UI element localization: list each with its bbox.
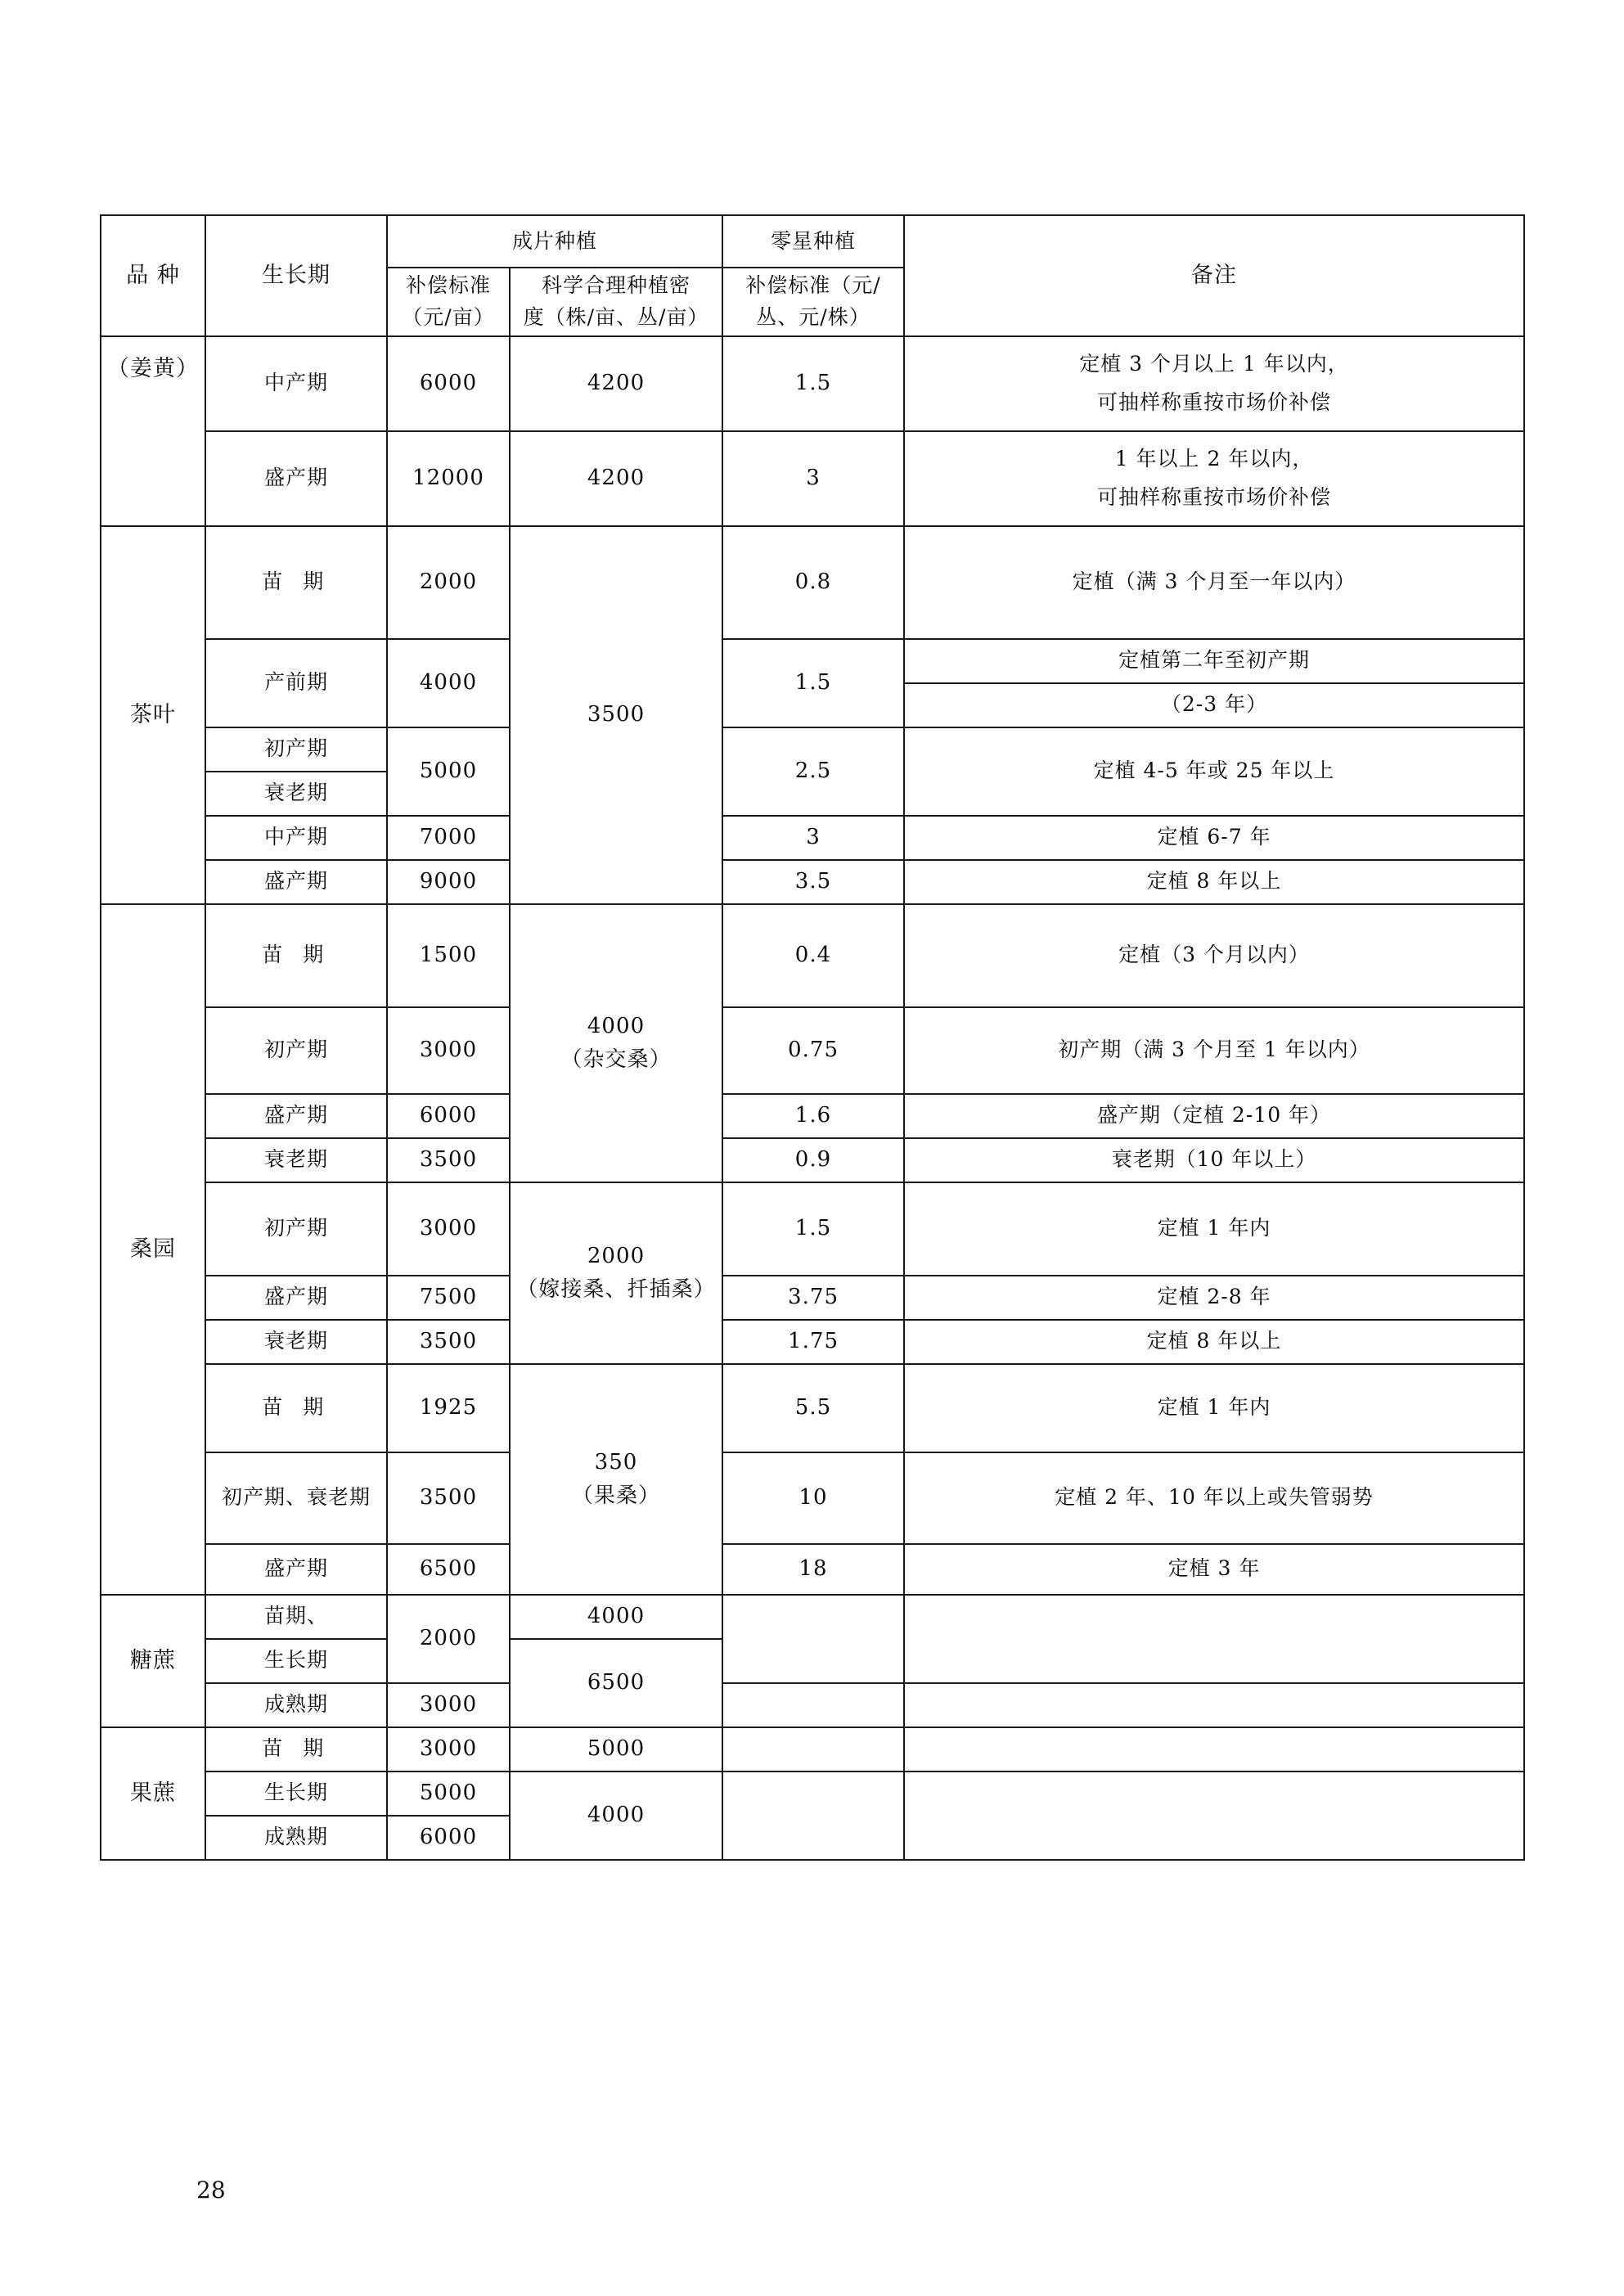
density-value: 350 bbox=[594, 1450, 638, 1475]
planting-density-cell: 5000 bbox=[510, 1727, 722, 1772]
table-row bbox=[101, 904, 1524, 1007]
header-planting-density bbox=[510, 268, 722, 336]
planting-density-cell-group bbox=[510, 1364, 722, 1595]
remark-cell bbox=[904, 336, 1524, 431]
table-row bbox=[101, 1276, 1524, 1320]
scattered-standard-cell bbox=[722, 1683, 904, 1727]
stage-cell: 盛产期 bbox=[205, 431, 387, 526]
header-growth-stage: 生长期 bbox=[205, 215, 387, 336]
density-value: 4000 bbox=[587, 1014, 646, 1039]
remark-cell-line-1: 定植第二年至初产期 bbox=[904, 639, 1524, 683]
variety-label-tea: 茶叶 bbox=[101, 526, 205, 904]
remark-cell: 定植 4-5 年或 25 年以上 bbox=[904, 727, 1524, 816]
stage-cell: 中产期 bbox=[205, 336, 387, 431]
scattered-standard-cell bbox=[722, 1595, 904, 1683]
planting-density-cell: 4200 bbox=[510, 431, 722, 526]
stage-cell: 中产期 bbox=[205, 816, 387, 860]
scattered-standard-cell: 3.75 bbox=[722, 1276, 904, 1320]
remark-cell: 定植 6-7 年 bbox=[904, 816, 1524, 860]
header-compensation-standard-block bbox=[387, 268, 510, 336]
remark-cell: 初产期（满 3 个月至 1 年以内） bbox=[904, 1007, 1524, 1094]
header-comp-std-scattered-line1: 补偿标准（元/ bbox=[745, 273, 881, 297]
remark-cell: 定植 8 年以上 bbox=[904, 860, 1524, 904]
table-row bbox=[101, 816, 1524, 860]
compensation-standard-cell: 5000 bbox=[387, 727, 510, 816]
planting-density-cell: 6500 bbox=[510, 1639, 722, 1727]
scattered-standard-cell: 0.4 bbox=[722, 904, 904, 1007]
stage-cell: 初产期 bbox=[205, 1182, 387, 1276]
remark-cell-line-2: （2-3 年） bbox=[904, 683, 1524, 727]
remark-cell: 定植 1 年内 bbox=[904, 1182, 1524, 1276]
compensation-standard-cell: 3500 bbox=[387, 1138, 510, 1182]
density-note: （杂交桑） bbox=[560, 1047, 672, 1072]
stage-cell: 生长期 bbox=[205, 1639, 387, 1683]
table-row bbox=[101, 1364, 1524, 1452]
compensation-standard-cell: 2000 bbox=[387, 1595, 510, 1683]
table-row bbox=[101, 860, 1524, 904]
table-row bbox=[101, 639, 1524, 683]
stage-cell: 苗 期 bbox=[205, 904, 387, 1007]
compensation-standard-cell: 3000 bbox=[387, 1727, 510, 1772]
scattered-standard-cell: 3 bbox=[722, 431, 904, 526]
scattered-standard-cell: 1.6 bbox=[722, 1094, 904, 1138]
compensation-standard-cell: 6000 bbox=[387, 1816, 510, 1860]
variety-label-jianghuang: （姜黄） bbox=[101, 336, 205, 526]
scattered-standard-cell: 10 bbox=[722, 1452, 904, 1544]
table-row bbox=[101, 1727, 1524, 1772]
remark-cell: 定植 3 年 bbox=[904, 1544, 1524, 1595]
remark-cell bbox=[904, 431, 1524, 526]
table-header-row-top bbox=[101, 215, 1524, 268]
scattered-standard-cell: 1.5 bbox=[722, 639, 904, 727]
header-planting-density-line1: 科学合理种植密 bbox=[542, 273, 691, 297]
header-group-scattered-planting: 零星种植 bbox=[722, 215, 904, 268]
compensation-standard-cell: 3500 bbox=[387, 1452, 510, 1544]
table-row bbox=[101, 1182, 1524, 1276]
compensation-standard-cell: 1925 bbox=[387, 1364, 510, 1452]
remark-cell bbox=[904, 1772, 1524, 1860]
scattered-standard-cell: 2.5 bbox=[722, 727, 904, 816]
remark-cell: 定植（3 个月以内） bbox=[904, 904, 1524, 1007]
compensation-table-wrapper bbox=[100, 214, 1523, 1861]
remark-cell: 衰老期（10 年以上） bbox=[904, 1138, 1524, 1182]
stage-cell: 产前期 bbox=[205, 639, 387, 727]
header-group-block-planting: 成片种植 bbox=[387, 215, 722, 268]
compensation-standard-cell: 6000 bbox=[387, 336, 510, 431]
header-remark: 备注 bbox=[904, 215, 1524, 336]
stage-cell: 初产期 bbox=[205, 1007, 387, 1094]
compensation-standard-cell: 5000 bbox=[387, 1772, 510, 1816]
stage-cell: 成熟期 bbox=[205, 1816, 387, 1860]
table-row bbox=[101, 431, 1524, 526]
table-row bbox=[101, 1452, 1524, 1544]
stage-cell: 衰老期 bbox=[205, 772, 387, 816]
table-row bbox=[101, 1138, 1524, 1182]
compensation-standard-cell: 7500 bbox=[387, 1276, 510, 1320]
planting-density-cell: 4000 bbox=[510, 1595, 722, 1639]
header-comp-std-block-line2: （元/亩） bbox=[402, 304, 495, 329]
stage-cell: 盛产期 bbox=[205, 1544, 387, 1595]
compensation-standard-cell: 3000 bbox=[387, 1683, 510, 1727]
remark-cell: 定植 1 年内 bbox=[904, 1364, 1524, 1452]
stage-cell: 盛产期 bbox=[205, 1094, 387, 1138]
compensation-standard-cell: 3000 bbox=[387, 1007, 510, 1094]
table-row bbox=[101, 1007, 1524, 1094]
table-row bbox=[101, 1320, 1524, 1364]
stage-cell: 盛产期 bbox=[205, 860, 387, 904]
stage-cell: 盛产期 bbox=[205, 1276, 387, 1320]
planting-density-cell: 4200 bbox=[510, 336, 722, 431]
scattered-standard-cell: 3 bbox=[722, 816, 904, 860]
page-number: 28 bbox=[196, 2177, 226, 2204]
scattered-standard-cell: 1.5 bbox=[722, 1182, 904, 1276]
stage-cell: 衰老期 bbox=[205, 1320, 387, 1364]
stage-cell: 衰老期 bbox=[205, 1138, 387, 1182]
remark-line-1: 1 年以上 2 年以内， bbox=[1114, 447, 1314, 471]
remark-cell: 定植 2 年、10 年以上或失管弱势 bbox=[904, 1452, 1524, 1544]
header-planting-density-line2: 度（株/亩、丛/亩） bbox=[523, 304, 709, 329]
stage-cell: 苗期、 bbox=[205, 1595, 387, 1639]
stage-cell: 苗 期 bbox=[205, 1727, 387, 1772]
compensation-standard-cell: 2000 bbox=[387, 526, 510, 639]
compensation-standard-cell: 1500 bbox=[387, 904, 510, 1007]
stage-cell: 初产期 bbox=[205, 727, 387, 772]
table-row bbox=[101, 526, 1524, 639]
table-row bbox=[101, 1595, 1524, 1639]
table-row bbox=[101, 1683, 1524, 1727]
compensation-standard-cell: 9000 bbox=[387, 860, 510, 904]
remark-cell bbox=[904, 1683, 1524, 1727]
scattered-standard-cell: 1.5 bbox=[722, 336, 904, 431]
remark-cell bbox=[904, 1595, 1524, 1683]
scattered-standard-cell: 18 bbox=[722, 1544, 904, 1595]
variety-label-sugarcane: 糖蔗 bbox=[101, 1595, 205, 1727]
table-row bbox=[101, 727, 1524, 772]
remark-cell: 盛产期（定植 2-10 年） bbox=[904, 1094, 1524, 1138]
remark-cell: 定植 2-8 年 bbox=[904, 1276, 1524, 1320]
compensation-standard-cell: 4000 bbox=[387, 639, 510, 727]
variety-label-fruitcane: 果蔗 bbox=[101, 1727, 205, 1860]
scattered-standard-cell: 0.9 bbox=[722, 1138, 904, 1182]
stage-cell: 苗 期 bbox=[205, 526, 387, 639]
header-compensation-standard-scattered bbox=[722, 268, 904, 336]
scattered-standard-cell bbox=[722, 1727, 904, 1772]
density-note: （果桑） bbox=[571, 1483, 661, 1508]
scattered-standard-cell: 3.5 bbox=[722, 860, 904, 904]
header-comp-std-block-line1: 补偿标准 bbox=[405, 273, 491, 297]
density-value: 2000 bbox=[587, 1244, 646, 1269]
compensation-standard-cell: 3000 bbox=[387, 1182, 510, 1276]
compensation-standard-cell: 12000 bbox=[387, 431, 510, 526]
planting-density-cell-merged: 3500 bbox=[510, 526, 722, 904]
remark-line-2: 可抽样称重按市场价补偿 bbox=[1097, 484, 1332, 509]
stage-cell: 初产期、衰老期 bbox=[205, 1452, 387, 1544]
scattered-standard-cell: 0.8 bbox=[722, 526, 904, 639]
scattered-standard-cell bbox=[722, 1772, 904, 1860]
compensation-standards-table bbox=[100, 214, 1525, 1861]
table-row bbox=[101, 336, 1524, 431]
stage-cell: 生长期 bbox=[205, 1772, 387, 1816]
compensation-standard-cell: 7000 bbox=[387, 816, 510, 860]
variety-label-mulberry: 桑园 bbox=[101, 904, 205, 1595]
scattered-standard-cell: 5.5 bbox=[722, 1364, 904, 1452]
compensation-standard-cell: 3500 bbox=[387, 1320, 510, 1364]
header-variety: 品 种 bbox=[101, 215, 205, 336]
table-row bbox=[101, 1772, 1524, 1816]
table-row bbox=[101, 1544, 1524, 1595]
remark-line-2: 可抽样称重按市场价补偿 bbox=[1097, 389, 1332, 414]
stage-cell: 成熟期 bbox=[205, 1683, 387, 1727]
scattered-standard-cell: 0.75 bbox=[722, 1007, 904, 1094]
compensation-standard-cell: 6000 bbox=[387, 1094, 510, 1138]
remark-cell bbox=[904, 1727, 1524, 1772]
remark-line-1: 定植 3 个月以上 1 年以内， bbox=[1079, 352, 1349, 376]
scattered-standard-cell: 1.75 bbox=[722, 1320, 904, 1364]
density-note: （嫁接桑、扦插桑） bbox=[516, 1276, 716, 1302]
stage-cell: 苗 期 bbox=[205, 1364, 387, 1452]
planting-density-cell-group bbox=[510, 904, 722, 1182]
compensation-standard-cell: 6500 bbox=[387, 1544, 510, 1595]
remark-cell: 定植 8 年以上 bbox=[904, 1320, 1524, 1364]
planting-density-cell: 4000 bbox=[510, 1772, 722, 1860]
planting-density-cell-group bbox=[510, 1182, 722, 1364]
header-comp-std-scattered-line2: 丛、元/株） bbox=[756, 304, 870, 329]
table-row bbox=[101, 1094, 1524, 1138]
remark-cell: 定植（满 3 个月至一年以内） bbox=[904, 526, 1524, 639]
